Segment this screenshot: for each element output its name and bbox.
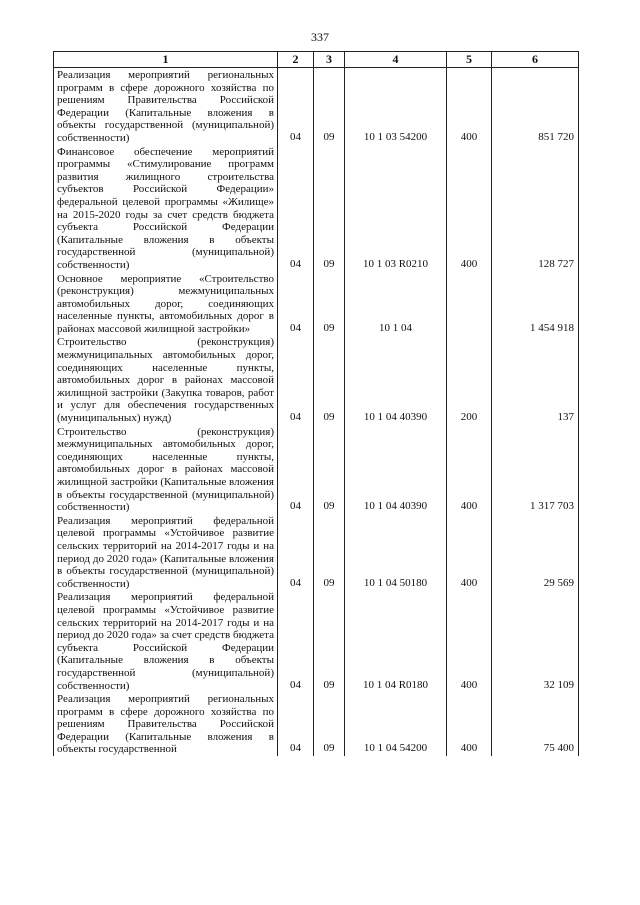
table-row	[54, 590, 579, 692]
row-expense-type: 200	[447, 335, 492, 424]
table-row	[54, 68, 579, 145]
row-subsection-code: 09	[314, 272, 345, 336]
row-subsection-code: 09	[314, 425, 345, 514]
row-section-code: 04	[278, 692, 314, 756]
header-col-5: 5	[447, 52, 492, 68]
row-expense-type: 400	[447, 514, 492, 591]
row-section-code: 04	[278, 514, 314, 591]
row-target-article: 10 1 04	[345, 272, 447, 336]
row-subsection-code: 09	[314, 335, 345, 424]
row-description: Реализация мероприятий региональных программ в сфере дорожного хозяйства по решениям Правительства Российской Федерации (Капитальные вложения в объекты государственной	[54, 692, 278, 756]
row-amount: 1 454 918	[492, 272, 579, 336]
row-expense-type: 400	[447, 692, 492, 756]
row-target-article: 10 1 04 R0180	[345, 590, 447, 692]
row-expense-type: 400	[447, 68, 492, 145]
table-row	[54, 692, 579, 756]
row-expense-type: 400	[447, 145, 492, 272]
table-row	[54, 425, 579, 514]
table-row	[54, 335, 579, 424]
row-target-article: 10 1 03 54200	[345, 68, 447, 145]
row-description: Основное мероприятие «Строительство (реконструкция) межмуниципальных автомобильных дорог, соединяющих населенные пункты, автомобильных дорог в районах массовой жилищной застройки»	[54, 272, 278, 336]
budget-table	[53, 51, 579, 756]
row-subsection-code: 09	[314, 514, 345, 591]
row-amount: 851 720	[492, 68, 579, 145]
row-description: Строительство (реконструкция) межмуниципальных автомобильных дорог, соединяющих населенные пункты, автомобильных дорог в районах массовой жилищной застройки (Капитальные вложения в объекты государственной (муниципальной) собственности)	[54, 425, 278, 514]
row-amount: 128 727	[492, 145, 579, 272]
table-row	[54, 514, 579, 591]
row-section-code: 04	[278, 68, 314, 145]
row-section-code: 04	[278, 335, 314, 424]
header-col-3: 3	[314, 52, 345, 68]
row-subsection-code: 09	[314, 145, 345, 272]
row-description: Реализация мероприятий федеральной целевой программы «Устойчивое развитие сельских территорий на 2014-2017 годы и на период до 2020 года» (Капитальные вложения в объекты государственной (муниципальной) собственности)	[54, 514, 278, 591]
row-subsection-code: 09	[314, 68, 345, 145]
row-target-article: 10 1 04 54200	[345, 692, 447, 756]
table-row	[54, 272, 579, 336]
header-row	[54, 52, 579, 68]
row-amount: 137	[492, 335, 579, 424]
row-expense-type: 400	[447, 590, 492, 692]
row-target-article: 10 1 03 R0210	[345, 145, 447, 272]
row-expense-type	[447, 272, 492, 336]
row-subsection-code: 09	[314, 692, 345, 756]
row-amount: 75 400	[492, 692, 579, 756]
row-section-code: 04	[278, 590, 314, 692]
row-subsection-code: 09	[314, 590, 345, 692]
header-col-2: 2	[278, 52, 314, 68]
header-col-4: 4	[345, 52, 447, 68]
row-amount: 1 317 703	[492, 425, 579, 514]
page-number: 337	[311, 30, 329, 44]
row-section-code: 04	[278, 425, 314, 514]
header-col-1: 1	[54, 52, 278, 68]
row-section-code: 04	[278, 272, 314, 336]
row-description: Строительство (реконструкция) межмуниципальных автомобильных дорог, соединяющих населенные пункты, автомобильных дорог в районах массовой жилищной застройки (Закупка товаров, работ и услуг для обеспечения государственных (муниципальных) нужд)	[54, 335, 278, 424]
row-expense-type: 400	[447, 425, 492, 514]
row-description: Реализация мероприятий федеральной целевой программы «Устойчивое развитие сельских территорий на 2014-2017 годы и на период до 2020 года» за счет средств бюджета субъекта Российской Федерации (Капитальные вложения в объекты государственной (муниципальной) собственности)	[54, 590, 278, 692]
row-target-article: 10 1 04 40390	[345, 425, 447, 514]
row-amount: 32 109	[492, 590, 579, 692]
row-description: Финансовое обеспечение мероприятий программы «Стимулирование программ развития жилищного строительства субъектов Российской Федерации» федеральной целевой программы «Жилище» на 2015-2020 годы за счет средств бюджета субъекта Российской Федерации (Капитальные вложения в объекты государственной (муниципальной) собственности)	[54, 145, 278, 272]
row-target-article: 10 1 04 40390	[345, 335, 447, 424]
row-description: Реализация мероприятий региональных программ в сфере дорожного хозяйства по решениям Правительства Российской Федерации (Капитальные вложения в объекты государственной (муниципальной) собственности)	[54, 68, 278, 145]
table-row	[54, 145, 579, 272]
row-section-code: 04	[278, 145, 314, 272]
row-target-article: 10 1 04 50180	[345, 514, 447, 591]
header-col-6: 6	[492, 52, 579, 68]
row-amount: 29 569	[492, 514, 579, 591]
